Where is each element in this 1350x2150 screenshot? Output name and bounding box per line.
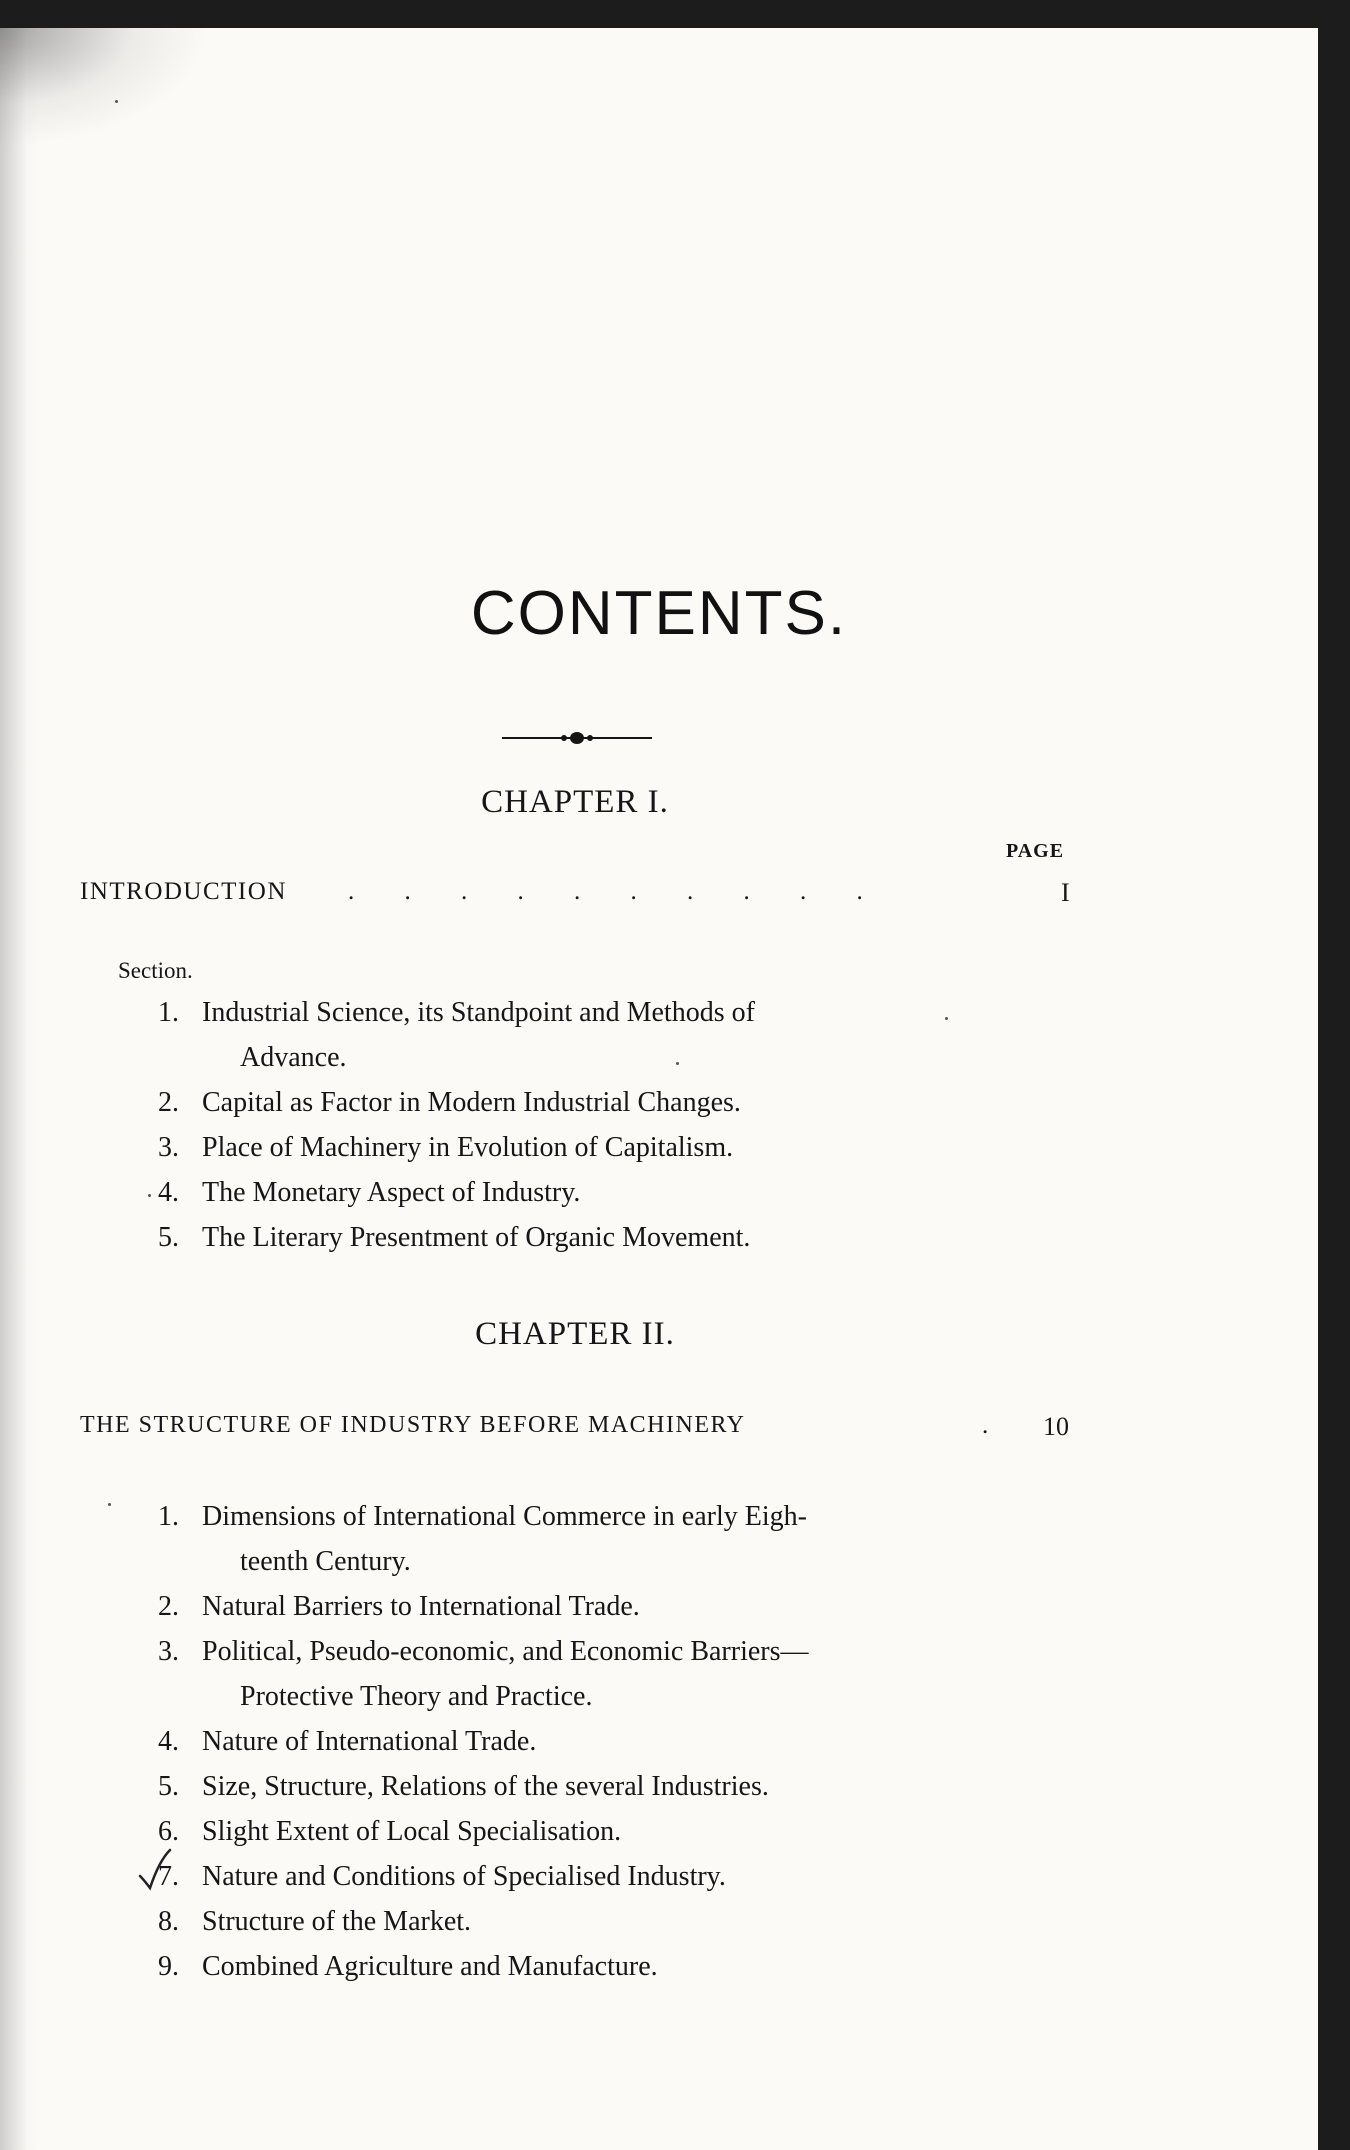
section-number: 3. — [158, 1132, 179, 1163]
section-title: Nature and Conditions of Specialised Industry. — [202, 1861, 726, 1892]
section-title: The Literary Presentment of Organic Movement. — [202, 1222, 751, 1253]
section-number: 1. — [158, 997, 179, 1028]
section-number: 2. — [158, 1591, 179, 1622]
section-title: Combined Agriculture and Manufacture. — [202, 1951, 658, 1982]
chapter-entry — [80, 1412, 1080, 1448]
dot-leaders: . — [982, 1412, 989, 1439]
list-item — [150, 1629, 1000, 1719]
section-number: 3. — [158, 1636, 179, 1667]
dot-leaders: . . . . . . . . . . — [348, 878, 863, 905]
page-title: CONTENTS. — [470, 579, 848, 648]
page-column-label: PAGE — [1006, 840, 1065, 862]
handwritten-check-mark — [136, 1846, 176, 1892]
list-item — [150, 1215, 1000, 1260]
list-item — [150, 1719, 1000, 1764]
section-number: 2. — [158, 1087, 179, 1118]
section-number: 6. — [158, 1816, 179, 1847]
section-title: Dimensions of International Commerce in early Eigh- — [202, 1501, 807, 1532]
list-item — [150, 1854, 1000, 1899]
section-number: 8. — [158, 1906, 179, 1937]
list-item — [150, 1944, 1000, 1989]
list-item — [150, 1764, 1000, 1809]
section-label: Section. — [118, 958, 193, 983]
section-number: 4. — [158, 1726, 179, 1757]
section-title: Capital as Factor in Modern Industrial Changes. — [202, 1087, 741, 1118]
section-list — [150, 990, 1000, 1260]
section-title: Natural Barriers to International Trade. — [202, 1591, 640, 1622]
divider-ornament — [502, 726, 652, 750]
section-title: Size, Structure, Relations of the several Industries. — [202, 1771, 769, 1802]
book-page — [0, 28, 1318, 2150]
chapter-heading: CHAPTER I. — [481, 784, 669, 820]
section-title: Structure of the Market. — [202, 1906, 472, 1937]
list-item — [150, 1899, 1000, 1944]
list-item — [150, 1125, 1000, 1170]
section-title: Slight Extent of Local Specialisation. — [202, 1816, 622, 1847]
print-speck — [108, 1503, 111, 1506]
list-item — [150, 1080, 1000, 1125]
section-title-continued: Protective Theory and Practice. — [240, 1681, 593, 1712]
section-title: Industrial Science, its Standpoint and Methods of — [202, 997, 755, 1028]
chapter-entry-title: INTRODUCTION — [80, 878, 287, 905]
chapter-entry — [80, 878, 1080, 914]
section-title: The Monetary Aspect of Industry. — [202, 1177, 581, 1208]
section-number: 7. — [158, 1861, 179, 1892]
section-title: Place of Machinery in Evolution of Capitalism. — [202, 1132, 734, 1163]
chapter-entry-page: 10 — [1043, 1412, 1069, 1441]
section-number: 4. — [158, 1177, 179, 1208]
list-item — [150, 1494, 1000, 1584]
list-item — [150, 990, 1000, 1080]
list-item — [150, 1170, 1000, 1215]
section-list — [150, 1494, 1000, 1989]
chapter-entry-title: THE STRUCTURE OF INDUSTRY BEFORE MACHINERY — [80, 1412, 746, 1438]
section-number: 5. — [158, 1771, 179, 1802]
chapter-heading: CHAPTER II. — [475, 1316, 675, 1352]
list-item — [150, 1809, 1000, 1854]
section-number: 1. — [158, 1501, 179, 1532]
section-title: Political, Pseudo-economic, and Economic Barriers— — [202, 1636, 809, 1667]
section-number: 5. — [158, 1222, 179, 1253]
page-corner-smudge — [0, 28, 210, 148]
section-title-continued: teenth Century. — [240, 1546, 411, 1577]
list-item — [150, 1584, 1000, 1629]
section-number: 9. — [158, 1951, 179, 1982]
page-gutter-shadow — [0, 28, 38, 2150]
section-title-continued: Advance. — [240, 1042, 347, 1073]
section-title: Nature of International Trade. — [202, 1726, 537, 1757]
print-speck — [115, 100, 118, 103]
chapter-entry-page: I — [1061, 878, 1070, 907]
